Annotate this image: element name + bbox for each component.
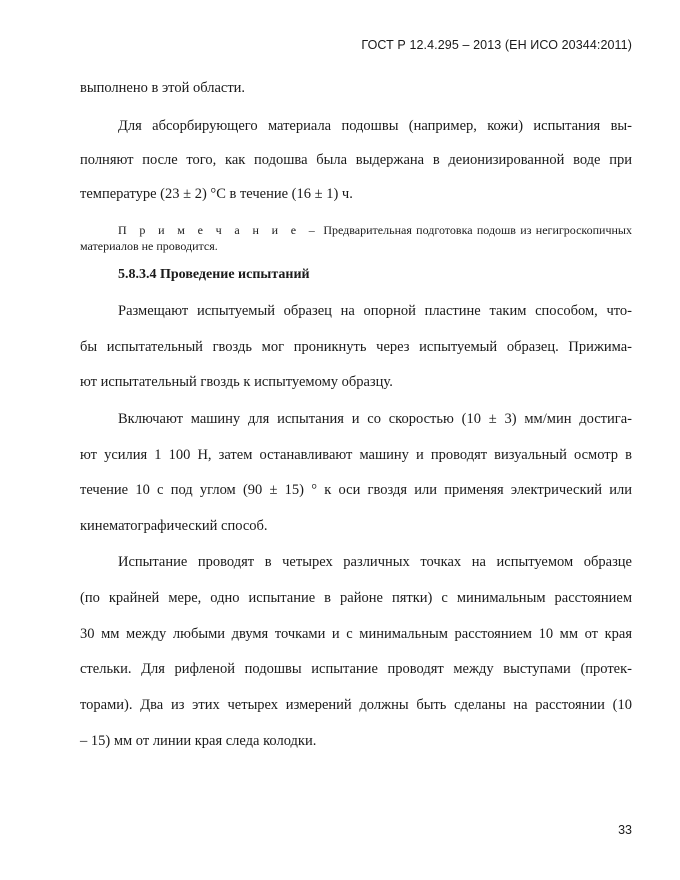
- document-header: ГОСТ Р 12.4.295 – 2013 (ЕН ИСО 20344:2011): [361, 38, 632, 52]
- paragraph-absorbent-line: Для абсорбирующего материала подошвы (например, кожи) испытания вы-: [118, 118, 632, 134]
- paragraph-points-line: Испытание проводят в четырех различных точках на испытуемом образце: [118, 554, 632, 570]
- paragraph-placement-line: Размещают испытуемый образец на опорной пластине таким способом, что-: [118, 303, 632, 319]
- paragraph-machine-line: кинематографический способ.: [80, 518, 268, 534]
- section-heading: 5.8.3.4 Проведение испытаний: [118, 267, 310, 282]
- page-number: 33: [618, 823, 632, 837]
- paragraph-points-line: торами). Два из этих четырех измерений должны быть сделаны на расстоянии (10: [80, 697, 632, 713]
- paragraph-absorbent-line: полняют после того, как подошва была выдержана в деионизированной воде при: [80, 152, 632, 168]
- paragraph-points-line: – 15) мм от линии края следа колодки.: [80, 733, 317, 749]
- note-line-1: [118, 223, 632, 238]
- paragraph-absorbent-line: температуре (23 ± 2) °С в течение (16 ± 1) ч.: [80, 186, 353, 202]
- paragraph-machine-line: Включают машину для испытания и со скоростью (10 ± 3) мм/мин достига-: [118, 411, 632, 427]
- paragraph-placement-line: ют испытательный гвоздь к испытуемому образцу.: [80, 374, 393, 390]
- note-label: П р и м е ч а н и е –: [118, 223, 320, 237]
- paragraph-points-line: 30 мм между любыми двумя точками и с минимальным расстоянием 10 мм от края: [80, 626, 632, 642]
- paragraph-points-line: (по крайней мере, одно испытание в районе пятки) с минимальным расстоянием: [80, 590, 632, 606]
- paragraph-points-line: стельки. Для рифленой подошвы испытание проводят между выступами (протек-: [80, 661, 632, 677]
- note-text: Предварительная подготовка подошв из негигроскопичных: [323, 223, 632, 237]
- paragraph-placement-line: бы испытательный гвоздь мог проникнуть через испытуемый образец. Прижима-: [80, 339, 632, 355]
- paragraph-machine-line: ют усилия 1 100 Н, затем останавливают машину и проводят визуальный осмотр в: [80, 447, 632, 463]
- note-line-2: материалов не проводится.: [80, 239, 218, 253]
- intro-line: выполнено в этой области.: [80, 80, 246, 96]
- paragraph-machine-line: течение 10 с под углом (90 ± 15) ° к оси гвоздя или применяя электрический или: [80, 482, 632, 498]
